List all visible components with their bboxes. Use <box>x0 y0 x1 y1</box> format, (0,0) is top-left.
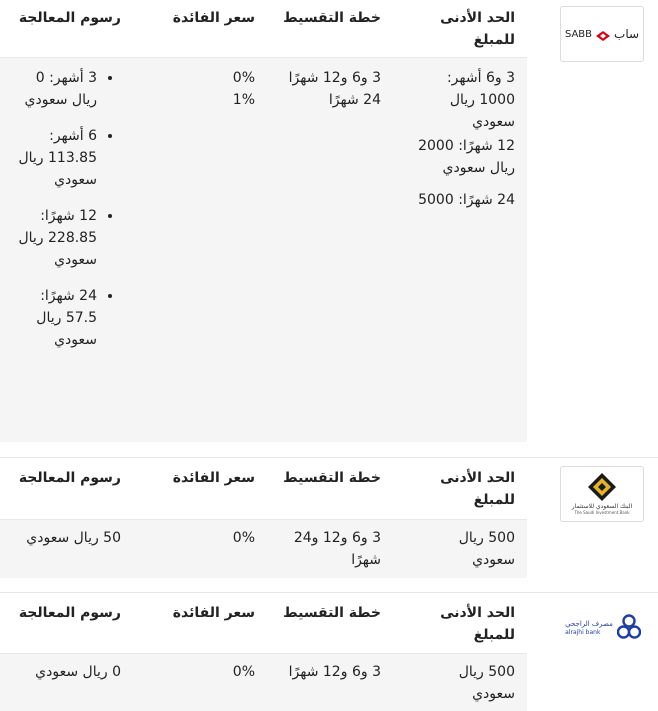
list-item: • 6 أشهر: 113.85 ريال سعودي <box>14 125 97 191</box>
sabb-logo-latin: SABB <box>564 28 593 40</box>
saib-table <box>0 458 527 578</box>
header-min-amount: الحد الأدنى للمبلغ <box>440 470 515 508</box>
header-fees: رسوم المعالجة <box>18 470 121 486</box>
alrajhi-logo-latin: alrajhi bank <box>565 628 601 636</box>
alrajhi-logo-icon <box>617 613 641 643</box>
alrajhi-logo-arabic: مصرف الراجحي <box>565 619 613 628</box>
plan-cell: 3 و6 و12 و24 شهرًا <box>293 530 381 568</box>
alrajhi-logo-text <box>565 620 613 637</box>
min-amount-cell: 500 ريال سعودي <box>458 530 515 568</box>
saib-logo-latin: The Saudi Investment Bank <box>574 510 630 515</box>
alrajhi-table <box>0 593 527 711</box>
interest-value: 1% <box>232 92 255 108</box>
table-row <box>0 57 527 442</box>
fees-cell: 50 ريال سعودي <box>26 530 121 546</box>
header-min-amount: الحد الأدنى للمبلغ <box>440 10 515 48</box>
table-header <box>0 593 527 653</box>
fees-list <box>14 67 109 351</box>
bank-row-alrajhi <box>0 593 658 710</box>
table-header <box>0 458 527 519</box>
plan-cell: 3 و6 و12 شهرًا 24 شهرًا <box>288 70 381 108</box>
min-amount-cell: 500 ريال سعودي <box>458 664 515 702</box>
alrajhi-logo <box>562 601 644 655</box>
interest-value: 0% <box>232 70 255 86</box>
list-item: • 24 شهرًا: 57.5 ريال سعودي <box>14 285 97 351</box>
list-item: • 12 شهرًا: 228.85 ريال سعودي <box>14 205 97 271</box>
saib-logo <box>560 466 644 522</box>
sabb-logo-arabic: ساب <box>614 27 640 41</box>
sabb-table <box>0 0 527 442</box>
sabb-logo <box>560 6 644 62</box>
header-plan: خطة التقسيط <box>283 10 381 26</box>
interest-cell: 0% <box>232 530 255 546</box>
header-min-amount: الحد الأدنى للمبلغ <box>440 605 515 643</box>
min-amount-line: 24 شهرًا: 5000 <box>418 192 515 208</box>
min-amount-line: 3 و6 أشهر: 1000 ريال سعودي <box>446 70 515 130</box>
table-row <box>0 519 527 578</box>
header-plan: خطة التقسيط <box>283 470 381 486</box>
header-fees: رسوم المعالجة <box>18 10 121 26</box>
logo-column <box>527 458 658 578</box>
fees-cell <box>14 67 109 365</box>
min-amount-line: 12 شهرًا: 2000 ريال سعودي <box>418 138 515 176</box>
header-plan: خطة التقسيط <box>283 605 381 621</box>
table-header <box>0 0 527 57</box>
header-interest: سعر الفائدة <box>172 605 255 621</box>
fees-cell: 0 ريال سعودي <box>35 664 121 680</box>
list-item: • 3 أشهر: 0 ريال سعودي <box>14 67 97 111</box>
saib-logo-icon <box>588 473 616 501</box>
sabb-logo-icon <box>596 29 610 39</box>
saib-logo-arabic: البنك السعودي للاستثمار <box>571 503 633 510</box>
logo-column <box>527 593 658 710</box>
header-fees: رسوم المعالجة <box>18 605 121 621</box>
logo-column <box>527 0 658 442</box>
interest-cell: 0% <box>232 664 255 680</box>
interest-cell <box>140 67 255 111</box>
table-row <box>0 653 527 711</box>
plan-cell: 3 و6 و12 شهرًا <box>288 664 381 680</box>
header-interest: سعر الفائدة <box>172 10 255 26</box>
bank-row-saib <box>0 458 658 578</box>
min-amount-cell <box>407 67 515 211</box>
header-interest: سعر الفائدة <box>172 470 255 486</box>
